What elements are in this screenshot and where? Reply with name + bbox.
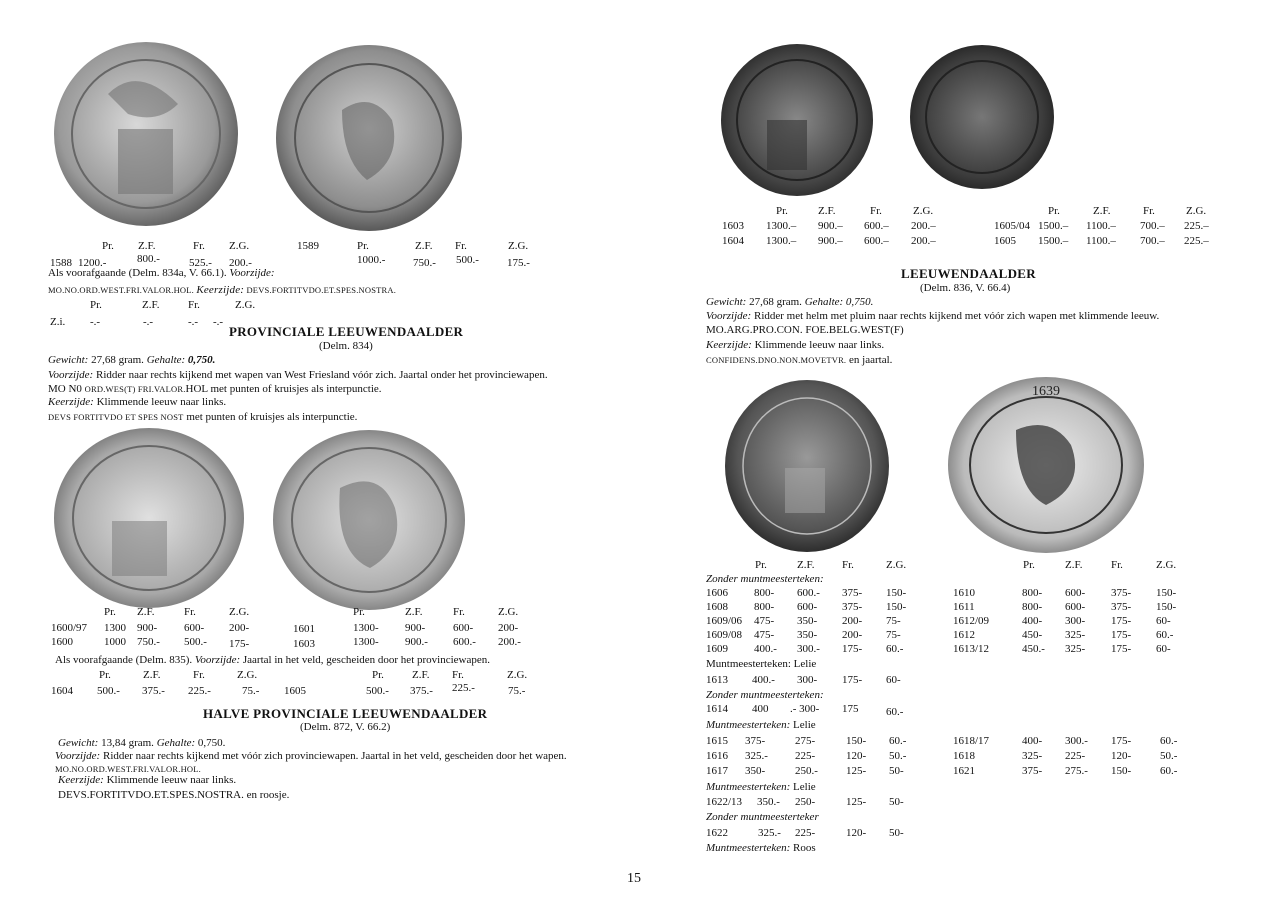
price-zg: 150- <box>1156 587 1177 599</box>
col-header-zg: Z.G. <box>1156 559 1177 571</box>
coin-image-1588-reverse <box>272 40 467 235</box>
price-pr: 800- <box>754 587 775 599</box>
reverse-description: Keerzijde: Klimmende leeuw naar links. <box>58 774 237 786</box>
price-zg: 175- <box>229 638 250 650</box>
col-header-zf: Z.F. <box>143 669 161 681</box>
year-1603: 1603 <box>293 638 315 650</box>
price-zf: 600- <box>1065 587 1086 599</box>
price-zf: 275.- <box>1065 765 1088 777</box>
price-fr: 225.- <box>452 682 475 694</box>
row-year: 1606 <box>706 587 728 599</box>
price-zf: .- 300- <box>790 703 820 715</box>
year-1605: 1605 <box>994 235 1016 247</box>
col-header-zg: Z.G. <box>498 606 519 618</box>
col-header-zg: Z.G. <box>886 559 907 571</box>
price-zf: 900.– <box>818 220 843 232</box>
price-fr: 500.- <box>456 254 479 266</box>
col-header-pr: Pr. <box>776 205 788 217</box>
year-1604: 1604 <box>51 685 73 697</box>
coin-image-1600-obverse <box>52 426 247 611</box>
row-year: 1613 <box>706 674 728 686</box>
price-zf: 300.- <box>1065 735 1088 747</box>
price-fr: 125- <box>846 765 867 777</box>
group-label-muntmeesterteken-lelie: Muntmeesterteken: Lelie <box>706 781 816 793</box>
col-header-zf: Z.F. <box>818 205 836 217</box>
reverse-legend: DEVS FORTITVDO ET SPES NOST met punten of kruisjes als interpunctie. <box>48 411 358 423</box>
obverse-description: Voorzijde: Ridder naar rechts kijkend met wapen van West Friesland vóór zich. Jaartal onder het provinciewapen. <box>48 369 548 381</box>
obverse-legend: MO.ARG.PRO.CON. FOE.BELG.WEST(F) <box>706 324 904 336</box>
price-zg: 60.- <box>1160 735 1178 747</box>
col-header-pr: Pr. <box>90 299 102 311</box>
coin-year-inscription: 1639 <box>1032 384 1060 399</box>
price-fr: 150- <box>846 735 867 747</box>
price-pr: 1300- <box>353 636 379 648</box>
note-als-voorafgaande-835: Als voorafgaande (Delm. 835). Voorzijde: Jaartal in het veld, gescheiden door het provinciewapen. <box>55 654 490 666</box>
obverse-legend: MO.NO.ORD.WEST.FRI.VALOR.HOL. <box>55 764 201 774</box>
price-zf: 600- <box>797 601 818 613</box>
price-fr: 175- <box>1111 615 1132 627</box>
price-fr: 150- <box>1111 765 1132 777</box>
col-header-pr: Pr. <box>755 559 767 571</box>
group-label-zonder-muntmeesterteken: Zonder muntmeesterteken: <box>706 573 824 585</box>
price-zf: 225- <box>795 750 816 762</box>
price-zf: 225- <box>795 827 816 839</box>
price-pr: -.- <box>90 316 101 328</box>
price-zf: 350- <box>797 615 818 627</box>
row-year: 1617 <box>706 765 728 777</box>
col-header-zf: Z.F. <box>1093 205 1111 217</box>
col-header-pr: Pr. <box>1048 205 1060 217</box>
row-year: 1612/09 <box>953 615 990 627</box>
row-year: 1618 <box>953 750 975 762</box>
price-pr: 325- <box>1022 750 1043 762</box>
col-header-fr: Fr. <box>452 669 464 681</box>
price-fr: 700.– <box>1140 235 1165 247</box>
price-fr: 600.– <box>864 235 889 247</box>
row-year: 1618/17 <box>953 735 990 747</box>
weight-line: Gewicht: 13,84 gram. Gehalte: 0,750. <box>58 737 226 749</box>
year-1600: 1600 <box>51 636 73 648</box>
price-fr: 175- <box>1111 629 1132 641</box>
row-year: 1612 <box>953 629 975 641</box>
price-pr: 375- <box>745 735 766 747</box>
row-year: 1621 <box>953 765 975 777</box>
price-zf: 300- <box>797 674 818 686</box>
col-header-pr: Pr. <box>102 240 114 252</box>
page-number: 15 <box>627 871 641 886</box>
price-zg: 50- <box>889 827 904 839</box>
section-reference: (Delm. 834) <box>319 340 373 352</box>
price-pr: 1300.– <box>766 220 797 232</box>
year-1601: 1601 <box>293 623 315 635</box>
price-zg: 75- <box>886 615 901 627</box>
price-pr: 1300- <box>353 622 379 634</box>
row-year: 1609 <box>706 643 728 655</box>
group-label-muntmeesterteken-lelie: Muntmeesterteken: Lelie <box>706 658 817 670</box>
col-header-fr: Fr. <box>455 240 467 252</box>
price-fr: 175- <box>842 643 863 655</box>
price-fr: 175- <box>842 674 863 686</box>
price-zg: 50- <box>889 796 904 808</box>
row-year: 1609/08 <box>706 629 743 641</box>
price-fr: 600- <box>453 622 474 634</box>
col-header-zf: Z.F. <box>1065 559 1083 571</box>
price-pr: 350- <box>745 765 766 777</box>
col-header-pr: Pr. <box>99 669 111 681</box>
col-header-fr: Fr. <box>870 205 882 217</box>
col-header-fr: Fr. <box>1143 205 1155 217</box>
row-label-zi: Z.i. <box>50 316 66 328</box>
col-header-fr: Fr. <box>193 669 205 681</box>
price-zf: 375.- <box>142 685 165 697</box>
reverse-description: Keerzijde: Klimmende leeuw naar links. <box>706 339 885 351</box>
price-pr: 475- <box>754 615 775 627</box>
price-pr: 450.- <box>1022 643 1045 655</box>
price-zg: 150- <box>886 587 907 599</box>
coin-image-1603-obverse <box>717 40 877 200</box>
year-1589: 1589 <box>297 240 319 252</box>
obverse-description: Voorzijde: Ridder naar rechts kijkend met vóór zich provinciewapen. Jaartal in het veld, gescheiden door het wapen. <box>55 750 567 762</box>
note-als-voorafgaande-834a: Als voorafgaande (Delm. 834a, V. 66.1). Voorzijde: <box>48 267 275 279</box>
price-fr: 600.- <box>453 636 476 648</box>
price-zg: 60- <box>1156 643 1171 655</box>
reverse-description: Keerzijde: Klimmende leeuw naar links. <box>48 396 227 408</box>
price-fr: 600- <box>184 622 205 634</box>
price-zf: 300- <box>1065 615 1086 627</box>
col-header-zf: Z.F. <box>142 299 160 311</box>
year-1605: 1605 <box>284 685 306 697</box>
price-pr: 800- <box>754 601 775 613</box>
col-header-zg: Z.G. <box>235 299 256 311</box>
price-fr: 500.- <box>184 636 207 648</box>
price-pr: 400- <box>1022 615 1043 627</box>
legend-line: MO.NO.ORD.WEST.FRI.VALOR.HOL. Keerzijde: DEVS.FORTITVDO.ET.SPES.NOSTRA. <box>48 284 397 296</box>
price-zf: 900.- <box>405 636 428 648</box>
price-zg: 60.- <box>886 643 904 655</box>
price-fr: 600.– <box>864 220 889 232</box>
col-header-fr: Fr. <box>193 240 205 252</box>
section-title-leeuwendaalder: LEEUWENDAALDER <box>901 266 1036 281</box>
coin-image-1639-reverse <box>946 375 1146 555</box>
price-zg: 200.– <box>911 235 936 247</box>
price-fr: 175- <box>1111 643 1132 655</box>
row-year: 1622 <box>706 827 728 839</box>
col-header-fr: Fr. <box>188 299 200 311</box>
weight-line: Gewicht: 27,68 gram. Gehalte: 0,750. <box>706 296 874 308</box>
price-zf: 600.- <box>797 587 820 599</box>
year-1588: 1588 <box>50 257 72 269</box>
price-pr: 325.- <box>745 750 768 762</box>
col-header-zf: Z.F. <box>138 240 156 252</box>
price-zf: 325- <box>1065 629 1086 641</box>
price-zf: 300.- <box>797 643 820 655</box>
price-zg: 75- <box>886 629 901 641</box>
price-pr: 1500.– <box>1038 235 1069 247</box>
price-pr: 400 <box>752 703 769 715</box>
year-1604: 1604 <box>722 235 744 247</box>
price-zg: 225.– <box>1184 235 1209 247</box>
price-zf: 325- <box>1065 643 1086 655</box>
section-title-halve-provinciale-leeuwendaalder: HALVE PROVINCIALE LEEUWENDAALDER <box>203 706 488 721</box>
price-zg: 175.- <box>507 257 530 269</box>
price-pr: 1000 <box>104 636 126 648</box>
coin-image-1603-reverse <box>907 42 1057 192</box>
price-fr: 175 <box>842 703 859 715</box>
price-pr: 400.- <box>754 643 777 655</box>
price-fr: 120- <box>846 827 867 839</box>
group-label-zonder-muntmeesterteken: Zonder muntmeesterteken: <box>706 689 824 701</box>
col-header-fr: Fr. <box>842 559 854 571</box>
coin-image-1588-obverse <box>48 34 243 234</box>
price-zg: -.- <box>213 316 224 328</box>
price-zf: 1100.– <box>1086 235 1116 247</box>
col-header-pr: Pr. <box>372 669 384 681</box>
col-header-fr: Fr. <box>1111 559 1123 571</box>
price-pr: 1200.- <box>78 257 107 269</box>
col-header-fr: Fr. <box>184 606 196 618</box>
price-fr: 225.- <box>188 685 211 697</box>
price-fr: 375- <box>842 587 863 599</box>
col-header-fr: Fr. <box>453 606 465 618</box>
price-zg: 60.- <box>886 706 904 718</box>
price-fr: 125- <box>846 796 867 808</box>
price-pr: 500.- <box>366 685 389 697</box>
price-fr: 375- <box>1111 587 1132 599</box>
price-zf: -.- <box>143 316 154 328</box>
col-header-zg: Z.G. <box>229 606 250 618</box>
group-label-muntmeesterteken-lelie: Muntmeesterteken: Lelie <box>706 719 816 731</box>
price-fr: 200- <box>842 615 863 627</box>
price-zf: 350- <box>797 629 818 641</box>
price-zf: 600- <box>1065 601 1086 613</box>
row-year: 1614 <box>706 703 728 715</box>
price-pr: 400.- <box>752 674 775 686</box>
coin-image-1600-reverse <box>270 428 468 613</box>
col-header-pr: Pr. <box>1023 559 1035 571</box>
col-header-pr: Pr. <box>353 606 365 618</box>
price-zg: 150- <box>886 601 907 613</box>
row-year: 1611 <box>953 601 975 613</box>
price-fr: 700.– <box>1140 220 1165 232</box>
group-label-muntmeesterteken-roos: Muntmeesterteken: Roos <box>706 842 816 854</box>
price-zg: 225.– <box>1184 220 1209 232</box>
row-year: 1608 <box>706 601 728 613</box>
price-zf: 900- <box>137 622 158 634</box>
row-year: 1610 <box>953 587 975 599</box>
price-zf: 750.- <box>137 636 160 648</box>
row-year: 1622/13 <box>706 796 743 808</box>
col-header-pr: Pr. <box>104 606 116 618</box>
price-fr: 200- <box>842 629 863 641</box>
col-header-zf: Z.F. <box>405 606 423 618</box>
price-pr: 800- <box>1022 587 1043 599</box>
price-fr: 175- <box>1111 735 1132 747</box>
reverse-legend: DEVS.FORTITVDO.ET.SPES.NOSTRA. en roosje. <box>58 789 290 801</box>
price-zg: 200- <box>229 622 250 634</box>
price-zf: 225- <box>1065 750 1086 762</box>
price-fr: 375- <box>842 601 863 613</box>
col-header-zf: Z.F. <box>412 669 430 681</box>
coin-image-1606-obverse <box>723 378 891 553</box>
price-zg: 150- <box>1156 601 1177 613</box>
year-1603: 1603 <box>722 220 744 232</box>
price-zg: 60.- <box>1160 765 1178 777</box>
price-zg: 50.- <box>1160 750 1178 762</box>
year-1605-04: 1605/04 <box>994 220 1031 232</box>
row-year: 1609/06 <box>706 615 743 627</box>
group-label-zonder-muntmeesterteker: Zonder muntmeesterteker <box>706 811 819 823</box>
reverse-legend: CONFIDENS.DNO.NON.MOVETVR. en jaartal. <box>706 354 893 366</box>
price-zg: 75.- <box>508 685 526 697</box>
price-fr: 120- <box>846 750 867 762</box>
price-pr: 1500.– <box>1038 220 1069 232</box>
col-header-zf: Z.F. <box>797 559 815 571</box>
price-zg: 60- <box>886 674 901 686</box>
price-fr: 375- <box>1111 601 1132 613</box>
price-zg: 200- <box>498 622 519 634</box>
price-pr: 400- <box>1022 735 1043 747</box>
price-pr: 1000.- <box>357 254 386 266</box>
price-zf: 275- <box>795 735 816 747</box>
price-zf: 900- <box>405 622 426 634</box>
price-zf: 900.– <box>818 235 843 247</box>
price-zf: 1100.– <box>1086 220 1116 232</box>
obverse-legend: MO N0 ORD.WES(T) FRI.VALOR.HOL met punten of kruisjes als interpunctie. <box>48 383 382 395</box>
price-pr: 1300 <box>104 622 126 634</box>
price-zg: 200.- <box>498 636 521 648</box>
row-year: 1613/12 <box>953 643 990 655</box>
col-header-zg: Z.G. <box>913 205 934 217</box>
row-year: 1615 <box>706 735 728 747</box>
weight-line: Gewicht: 27,68 gram. Gehalte: 0,750. <box>48 354 216 366</box>
price-pr: 350.- <box>757 796 780 808</box>
year-1600-97: 1600/97 <box>51 622 88 634</box>
price-fr: -.- <box>188 316 199 328</box>
price-pr: 800- <box>1022 601 1043 613</box>
price-zf: 250.- <box>795 765 818 777</box>
price-zg: 50.- <box>889 750 907 762</box>
price-zf: 375.- <box>410 685 433 697</box>
price-zf: 750.- <box>413 257 436 269</box>
col-header-zg: Z.G. <box>508 240 529 252</box>
col-header-zg: Z.G. <box>507 669 528 681</box>
col-header-zg: Z.G. <box>229 240 250 252</box>
price-fr: 525.- <box>189 257 212 269</box>
price-zf: 800.- <box>137 253 160 265</box>
price-zf: 250- <box>795 796 816 808</box>
price-zg: 60- <box>1156 615 1171 627</box>
price-zg: 75.- <box>242 685 260 697</box>
price-zg: 60.- <box>889 735 907 747</box>
price-pr: 325.- <box>758 827 781 839</box>
section-title-provinciale-leeuwendaalder: PROVINCIALE LEEUWENDAALDER <box>229 324 464 339</box>
section-reference: (Delm. 836, V. 66.4) <box>920 282 1011 294</box>
price-zg: 200.– <box>911 220 936 232</box>
price-pr: 450- <box>1022 629 1043 641</box>
col-header-zg: Z.G. <box>1186 205 1207 217</box>
row-year: 1616 <box>706 750 728 762</box>
col-header-zf: Z.F. <box>137 606 155 618</box>
col-header-zf: Z.F. <box>415 240 433 252</box>
price-pr: 500.- <box>97 685 120 697</box>
price-pr: 375- <box>1022 765 1043 777</box>
price-pr: 1300.– <box>766 235 797 247</box>
price-zg: 50- <box>889 765 904 777</box>
price-pr: 475- <box>754 629 775 641</box>
section-reference: (Delm. 872, V. 66.2) <box>300 721 391 733</box>
col-header-zg: Z.G. <box>237 669 258 681</box>
price-fr: 120- <box>1111 750 1132 762</box>
price-zg: 200.- <box>229 257 252 269</box>
price-zg: 60.- <box>1156 629 1174 641</box>
col-header-pr: Pr. <box>357 240 369 252</box>
obverse-description: Voorzijde: Ridder met helm met pluim naar rechts kijkend met vóór zich wapen met klimmende leeuw. <box>706 310 1160 322</box>
